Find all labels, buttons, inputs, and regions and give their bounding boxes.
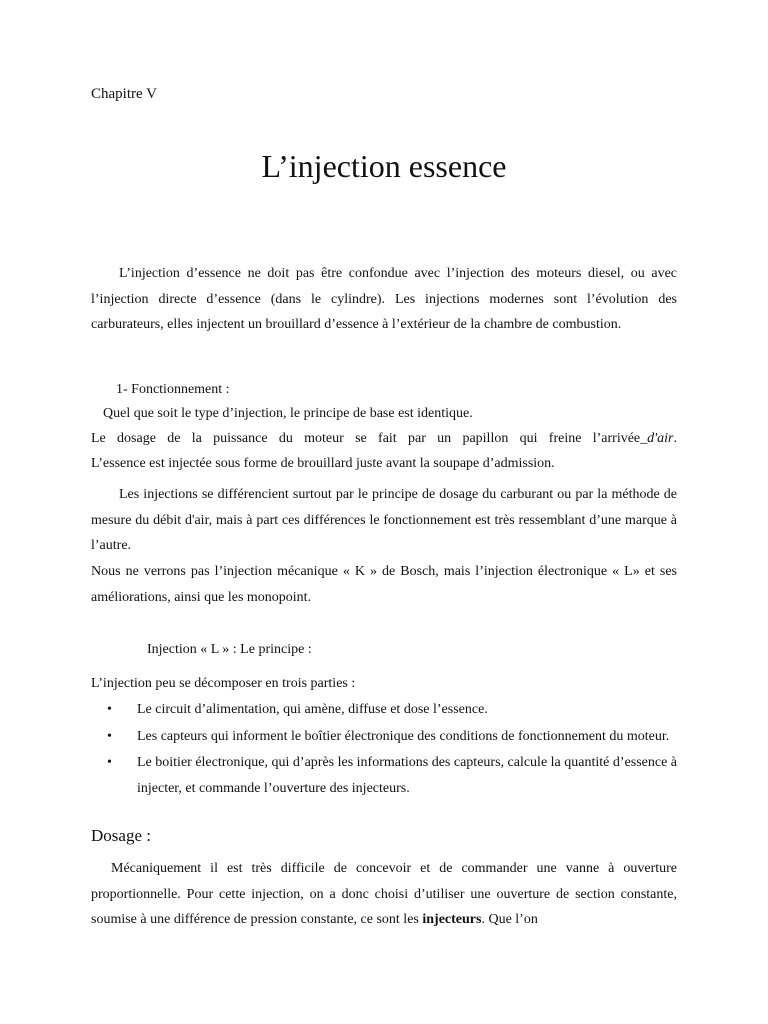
dosage-heading: Dosage : <box>91 826 151 845</box>
bullet-icon: • <box>107 702 112 717</box>
page-title: L’injection essence <box>261 148 507 184</box>
bullet-icon: • <box>107 728 112 744</box>
section-heading-injection-l: Injection « L » : Le principe : <box>147 642 312 657</box>
dosage-power-italic: d'air <box>647 431 674 446</box>
dosage-power-end: . <box>673 431 677 446</box>
injection-line: L’essence est injectée sous forme de brouillard juste avant la soupape d’admission. <box>91 456 555 471</box>
parts-intro: L’injection peu se décomposer en trois parties : <box>91 676 356 691</box>
dosage-power-text: Le dosage de la puissance du moteur se fait par un papillon qui freine l’arrivée_ <box>91 431 648 446</box>
parts-list <box>91 697 677 802</box>
chapter-label: Chapitre V <box>91 86 157 102</box>
mechanical-paragraph: Nous ne verrons pas l’injection mécanique « K » de Bosch, mais l’injection électronique « L» et ses améliorations, ainsi que les monopoint. <box>91 564 677 605</box>
differences-paragraph: Les injections se différencient surtout par le principe de dosage du carburant ou par la méthode de mesure du débit d'air, mais à part ces différences le fonctionnement est très ressemblant d’une marque à l’autre. <box>91 487 677 553</box>
section-heading-fonctionnement: 1- Fonctionnement : <box>116 382 230 397</box>
bullet-icon: • <box>107 755 112 770</box>
list-item: • Le circuit d’alimentation, qui amène, diffuse et dose l’essence. <box>91 697 677 723</box>
list-item: • Le boitier électronique, qui d’après les informations des capteurs, calcule la quantité d’essence à injecter, et commande l’ouverture des injecteurs. <box>91 750 677 801</box>
list-item: • Les capteurs qui informent le boîtier électronique des conditions de fonctionnement du moteur. <box>91 724 677 750</box>
injecteurs-term: injecteurs <box>422 912 482 928</box>
principle-line: Quel que soit le type d’injection, le principe de base est identique. <box>103 406 473 421</box>
intro-paragraph: L’injection d’essence ne doit pas être confondue avec l’injection des moteurs diesel, ou avec l’injection directe d’essence (dans le cylindre). Les injections modernes sont l’évolution des carburateurs, elles injectent un brouillard d’essence à l’extérieur de la chambre de combustion. <box>91 266 677 333</box>
dosage-paragraph: Mécaniquement il est très difficile de concevoir et de commander une vanne à ouverture proportionnelle. Pour cette injection, on a donc choisi d’utiliser une ouverture de section constante, soumise à une différence de pression constante, ce sont les injecteurs. Que l’on <box>91 861 677 928</box>
dosage-power-line <box>91 428 677 450</box>
